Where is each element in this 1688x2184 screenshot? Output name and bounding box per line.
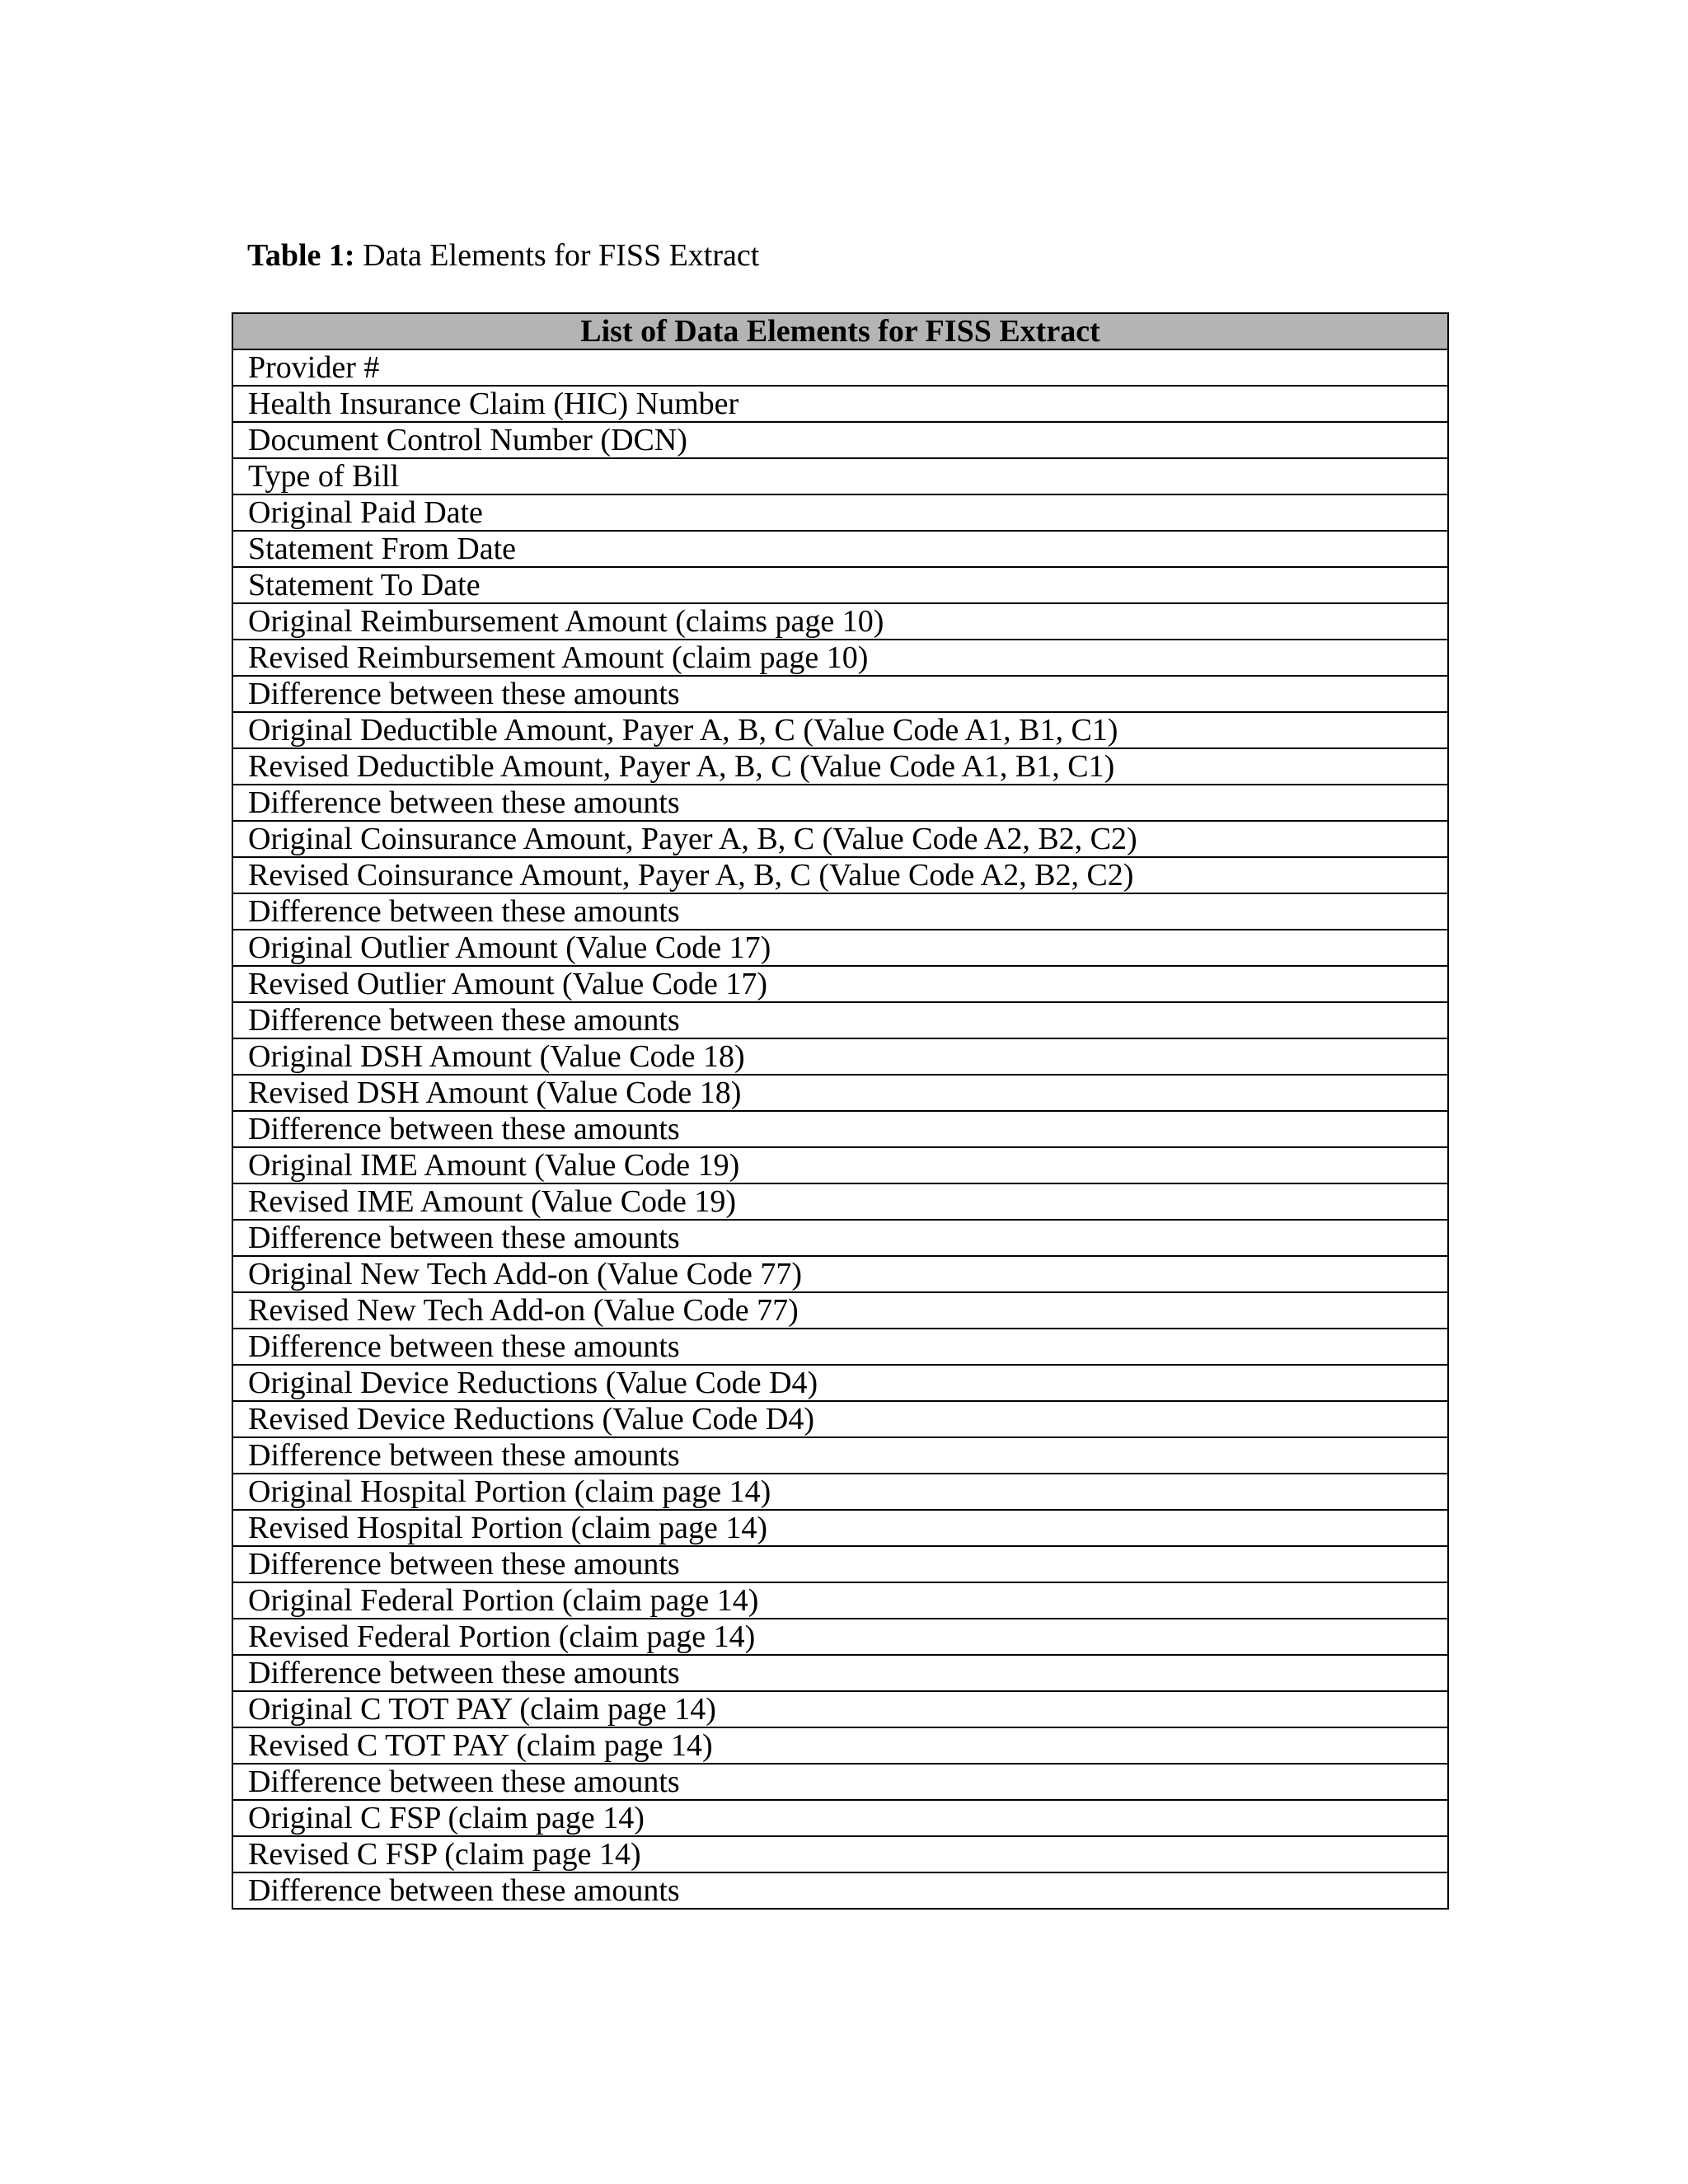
table-cell-data-element: Revised New Tech Add-on (Value Code 77) [232, 1292, 1448, 1329]
table-row [232, 494, 1448, 531]
table-cell-data-element: Revised Reimbursement Amount (claim page 10) [232, 640, 1448, 676]
table-cell-data-element: Statement To Date [232, 567, 1448, 603]
table-cell-data-element: Difference between these amounts [232, 676, 1448, 712]
table-row [232, 1727, 1448, 1764]
table-cell-data-element: Difference between these amounts [232, 1764, 1448, 1800]
table-row [232, 1038, 1448, 1075]
table-row [232, 1474, 1448, 1510]
data-elements-table [232, 312, 1449, 1910]
table-row [232, 567, 1448, 603]
table-row [232, 1147, 1448, 1183]
table-cell-data-element: Difference between these amounts [232, 1872, 1448, 1909]
table-row [232, 603, 1448, 640]
table-cell-data-element: Revised DSH Amount (Value Code 18) [232, 1075, 1448, 1111]
table-row [232, 893, 1448, 930]
table-cell-data-element: Difference between these amounts [232, 1220, 1448, 1256]
table-row [232, 1002, 1448, 1038]
table-cell-data-element: Original Federal Portion (claim page 14) [232, 1582, 1448, 1619]
table-row [232, 1800, 1448, 1836]
table-cell-data-element: Original New Tech Add-on (Value Code 77) [232, 1256, 1448, 1292]
table-row [232, 1582, 1448, 1619]
table-cell-data-element: Original Device Reductions (Value Code D4) [232, 1365, 1448, 1401]
table-header-row [232, 313, 1448, 349]
table-cell-data-element: Revised C TOT PAY (claim page 14) [232, 1727, 1448, 1764]
table-row [232, 531, 1448, 567]
table-row [232, 640, 1448, 676]
table-row [232, 1183, 1448, 1220]
table-row [232, 1872, 1448, 1909]
table-header: List of Data Elements for FISS Extract [232, 313, 1448, 349]
table-cell-data-element: Revised Device Reductions (Value Code D4) [232, 1401, 1448, 1437]
table-row [232, 785, 1448, 821]
table-row [232, 422, 1448, 458]
table-row [232, 1220, 1448, 1256]
data-elements-table-container [232, 312, 1449, 1910]
table-row [232, 1401, 1448, 1437]
table-cell-data-element: Original Hospital Portion (claim page 14) [232, 1474, 1448, 1510]
table-cell-data-element: Difference between these amounts [232, 1002, 1448, 1038]
table-cell-data-element: Original DSH Amount (Value Code 18) [232, 1038, 1448, 1075]
table-row [232, 386, 1448, 422]
table-row [232, 1655, 1448, 1691]
table-row [232, 1836, 1448, 1872]
table-cell-data-element: Type of Bill [232, 458, 1448, 494]
table-row [232, 1365, 1448, 1401]
table-cell-data-element: Revised Outlier Amount (Value Code 17) [232, 966, 1448, 1002]
table-row [232, 1075, 1448, 1111]
table-caption-label: Table 1: [247, 238, 355, 273]
table-row [232, 748, 1448, 785]
table-caption [247, 233, 759, 278]
table-cell-data-element: Original Reimbursement Amount (claims page 10) [232, 603, 1448, 640]
table-row [232, 1437, 1448, 1474]
table-row [232, 821, 1448, 857]
table-row [232, 1619, 1448, 1655]
table-row [232, 1292, 1448, 1329]
table-row [232, 857, 1448, 893]
table-cell-data-element: Difference between these amounts [232, 1655, 1448, 1691]
table-row [232, 1329, 1448, 1365]
table-row [232, 1691, 1448, 1727]
table-cell-data-element: Original Coinsurance Amount, Payer A, B, C (Value Code A2, B2, C2) [232, 821, 1448, 857]
table-row [232, 1111, 1448, 1147]
table-cell-data-element: Difference between these amounts [232, 1329, 1448, 1365]
table-cell-data-element: Revised Federal Portion (claim page 14) [232, 1619, 1448, 1655]
table-row [232, 1256, 1448, 1292]
table-row [232, 1546, 1448, 1582]
table-cell-data-element: Revised Deductible Amount, Payer A, B, C (Value Code A1, B1, C1) [232, 748, 1448, 785]
table-row [232, 1510, 1448, 1546]
table-cell-data-element: Health Insurance Claim (HIC) Number [232, 386, 1448, 422]
table-cell-data-element: Difference between these amounts [232, 1111, 1448, 1147]
table-cell-data-element: Difference between these amounts [232, 1437, 1448, 1474]
table-cell-data-element: Original C TOT PAY (claim page 14) [232, 1691, 1448, 1727]
table-caption-text: Data Elements for FISS Extract [363, 238, 760, 273]
table-cell-data-element: Original C FSP (claim page 14) [232, 1800, 1448, 1836]
table-cell-data-element: Revised IME Amount (Value Code 19) [232, 1183, 1448, 1220]
table-row [232, 458, 1448, 494]
table-cell-data-element: Difference between these amounts [232, 785, 1448, 821]
table-cell-data-element: Original Deductible Amount, Payer A, B, C (Value Code A1, B1, C1) [232, 712, 1448, 748]
table-row [232, 712, 1448, 748]
table-cell-data-element: Revised Hospital Portion (claim page 14) [232, 1510, 1448, 1546]
table-row [232, 930, 1448, 966]
table-cell-data-element: Document Control Number (DCN) [232, 422, 1448, 458]
table-cell-data-element: Statement From Date [232, 531, 1448, 567]
table-cell-data-element: Revised Coinsurance Amount, Payer A, B, C (Value Code A2, B2, C2) [232, 857, 1448, 893]
table-cell-data-element: Original Paid Date [232, 494, 1448, 531]
table-row [232, 1764, 1448, 1800]
table-body [232, 349, 1448, 1909]
table-cell-data-element: Original IME Amount (Value Code 19) [232, 1147, 1448, 1183]
table-row [232, 966, 1448, 1002]
table-row [232, 676, 1448, 712]
table-cell-data-element: Difference between these amounts [232, 893, 1448, 930]
table-cell-data-element: Original Outlier Amount (Value Code 17) [232, 930, 1448, 966]
table-cell-data-element: Difference between these amounts [232, 1546, 1448, 1582]
table-cell-data-element: Provider # [232, 349, 1448, 386]
table-row [232, 349, 1448, 386]
table-cell-data-element: Revised C FSP (claim page 14) [232, 1836, 1448, 1872]
